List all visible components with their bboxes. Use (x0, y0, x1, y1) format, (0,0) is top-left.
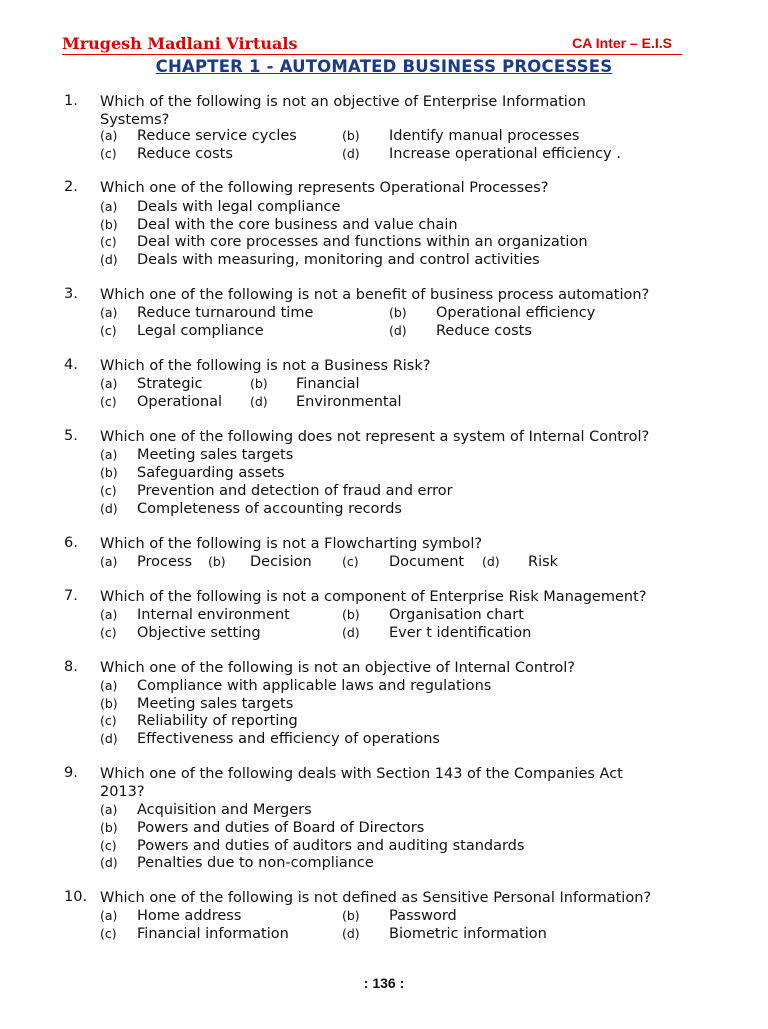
option-label: (b) (100, 465, 118, 480)
option-text: Process (137, 554, 193, 570)
option (0, 553, 768, 571)
option-label: (d) (100, 855, 118, 870)
question-line: Which of the following is not an objective of Enterprise Information (100, 94, 586, 110)
option-text: Meeting sales targets (137, 696, 294, 712)
option-text: Safeguarding assets (137, 465, 285, 481)
option (0, 251, 768, 269)
question-text (100, 428, 700, 446)
question-text (100, 179, 700, 197)
option-label: (c) (100, 625, 117, 640)
option-label: (b) (100, 217, 118, 232)
option (0, 464, 768, 482)
question-item (0, 765, 768, 905)
option-text: Completeness of accounting records (137, 501, 402, 517)
option-text: Objective setting (137, 625, 261, 641)
option-label: (c) (100, 323, 117, 338)
option (0, 375, 768, 393)
option-text: Biometric information (389, 926, 547, 942)
option-text: Increase operational efficiency . (389, 146, 621, 162)
brand-name: Mrugesh Madlani Virtuals (62, 34, 298, 53)
question-line: Which of the following is not a component of Enterprise Risk Management? (100, 589, 647, 605)
option-label: (d) (342, 146, 360, 161)
option-label: (a) (100, 802, 118, 817)
option (0, 304, 768, 322)
question-text (100, 535, 700, 553)
option (0, 606, 768, 624)
option-text: Financial (296, 376, 360, 392)
option-text: Deals with legal compliance (137, 199, 341, 215)
option-label: (a) (100, 607, 118, 622)
option-label: (b) (250, 376, 268, 391)
question-line: 2013? (100, 784, 145, 800)
option-text: Effectiveness and efficiency of operations (137, 731, 440, 747)
option-text: Penalties due to non-compliance (137, 855, 374, 871)
option-text: Prevention and detection of fraud and error (137, 483, 453, 499)
option (0, 801, 768, 819)
option-label: (a) (100, 128, 118, 143)
option-text: Reduce turnaround time (137, 305, 314, 321)
option-label: (b) (100, 696, 118, 711)
option (0, 145, 768, 163)
question-number: 1. (64, 93, 78, 109)
option-label: (d) (482, 554, 500, 569)
question-line: Which one of the following is not a benefit of business process automation? (100, 287, 650, 303)
option-label: (a) (100, 376, 118, 391)
option-text: Powers and duties of Board of Directors (137, 820, 425, 836)
question-number: 7. (64, 588, 78, 604)
option (0, 925, 768, 943)
question-number: 3. (64, 286, 78, 302)
option-label: (d) (100, 731, 118, 746)
option-text: Meeting sales targets (137, 447, 294, 463)
question-line: Which one of the following is not an objective of Internal Control? (100, 660, 575, 676)
option-text: Password (389, 908, 457, 924)
option (0, 500, 768, 518)
question-item (0, 889, 768, 1029)
question-number: 9. (64, 765, 78, 781)
question-number: 2. (64, 179, 78, 195)
option-text: Reduce costs (137, 146, 233, 162)
question-text (100, 357, 700, 375)
question-line: Which one of the following is not defined as Sensitive Personal Information? (100, 890, 652, 906)
option (0, 233, 768, 251)
option (0, 907, 768, 925)
option-text: Financial information (137, 926, 289, 942)
question-text (100, 93, 700, 129)
option-text: Decision (250, 554, 312, 570)
option-label: (c) (100, 926, 117, 941)
question-line: Which of the following is not a Business Risk? (100, 358, 431, 374)
option-text: Compliance with applicable laws and regulations (137, 678, 492, 694)
option (0, 127, 768, 145)
option-text: Environmental (296, 394, 402, 410)
option-text: Legal compliance (137, 323, 264, 339)
option (0, 216, 768, 234)
option-label: (b) (342, 908, 360, 923)
chapter-title (0, 57, 768, 77)
option (0, 712, 768, 730)
option-label: (c) (100, 483, 117, 498)
option (0, 482, 768, 500)
question-text (100, 588, 700, 606)
question-text (100, 889, 700, 907)
option-label: (a) (100, 554, 118, 569)
question-number: 10. (64, 889, 88, 905)
option-text: Strategic (137, 376, 203, 392)
option (0, 322, 768, 340)
question-line: Systems? (100, 112, 170, 128)
option-text: Risk (528, 554, 559, 570)
option-label: (d) (100, 501, 118, 516)
option-label: (d) (342, 625, 360, 640)
option-label: (a) (100, 908, 118, 923)
chapter-title-text: CHAPTER 1 - AUTOMATED BUSINESS PROCESSES (155, 57, 613, 76)
option-label: (b) (342, 128, 360, 143)
option-text: Deals with measuring, monitoring and control activities (137, 252, 540, 268)
option-label: (a) (100, 305, 118, 320)
option (0, 730, 768, 748)
option-label: (c) (342, 554, 359, 569)
option-text: Document (389, 554, 465, 570)
option-label: (d) (250, 394, 268, 409)
question-text (100, 286, 700, 304)
option (0, 695, 768, 713)
option-text: Ever t identification (389, 625, 532, 641)
option (0, 446, 768, 464)
option-text: Internal environment (137, 607, 290, 623)
option-text: Acquisition and Mergers (137, 802, 312, 818)
option-text: Operational (137, 394, 223, 410)
question-text (100, 659, 700, 677)
option (0, 677, 768, 695)
option-label: (b) (342, 607, 360, 622)
option-text: Operational efficiency (436, 305, 596, 321)
question-number: 5. (64, 428, 78, 444)
question-line: Which one of the following deals with Section 143 of the Companies Act (100, 766, 623, 782)
question-number: 8. (64, 659, 78, 675)
option-label: (c) (100, 234, 117, 249)
option-label: (a) (100, 199, 118, 214)
option-text: Home address (137, 908, 242, 924)
option (0, 819, 768, 837)
option-label: (b) (208, 554, 226, 569)
option (0, 854, 768, 872)
option-label: (c) (100, 713, 117, 728)
question-line: Which one of the following does not represent a system of Internal Control? (100, 429, 650, 445)
option-text: Organisation chart (389, 607, 524, 623)
option-label: (b) (100, 820, 118, 835)
question-number: 4. (64, 357, 78, 373)
page-header (62, 34, 682, 55)
page-number: : 136 : (363, 975, 405, 991)
option-text: Reliability of reporting (137, 713, 298, 729)
question-line: Which of the following is not a Flowcharting symbol? (100, 536, 483, 552)
option-text: Powers and duties of auditors and auditing standards (137, 838, 525, 854)
option-label: (a) (100, 447, 118, 462)
option-label: (d) (100, 252, 118, 267)
option-text: Reduce service cycles (137, 128, 297, 144)
option-label: (d) (389, 323, 407, 338)
question-line: Which one of the following represents Operational Processes? (100, 180, 549, 196)
option (0, 393, 768, 411)
option-label: (c) (100, 838, 117, 853)
question-text (100, 765, 700, 801)
option (0, 198, 768, 216)
option-label: (c) (100, 394, 117, 409)
option-text: Deal with the core business and value chain (137, 217, 458, 233)
course-label: CA Inter – E.I.S (572, 35, 672, 51)
option-text: Identify manual processes (389, 128, 580, 144)
option-label: (a) (100, 678, 118, 693)
option (0, 837, 768, 855)
option-text: Deal with core processes and functions within an organization (137, 234, 588, 250)
option-label: (d) (342, 926, 360, 941)
option (0, 624, 768, 642)
question-number: 6. (64, 535, 78, 551)
option-label: (b) (389, 305, 407, 320)
option-label: (c) (100, 146, 117, 161)
option-text: Reduce costs (436, 323, 532, 339)
